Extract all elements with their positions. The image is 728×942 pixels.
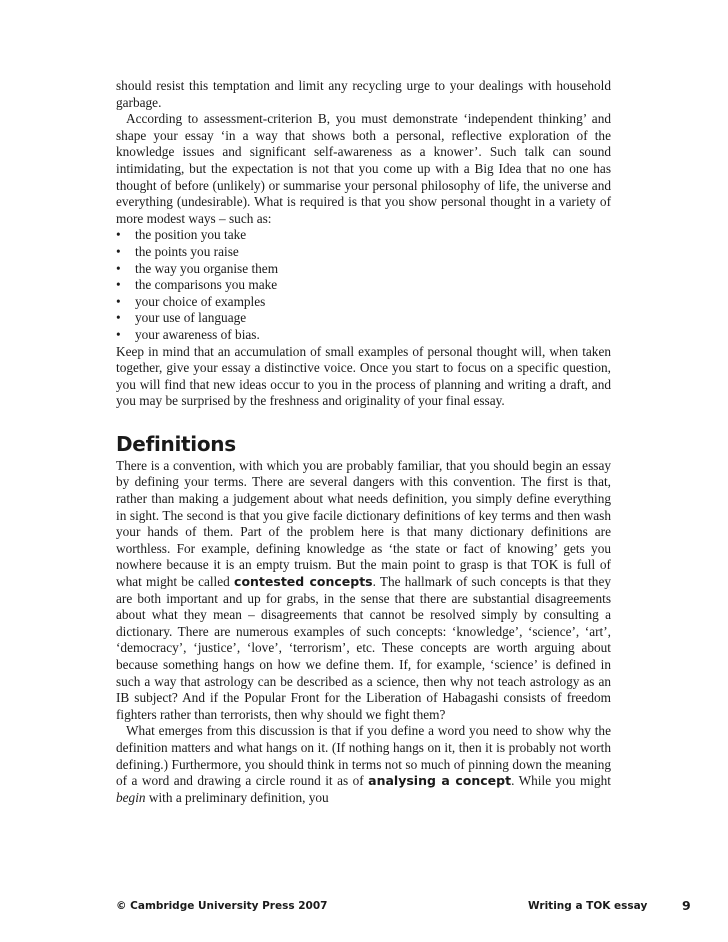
key-term-contested-concepts: contested concepts: [234, 574, 373, 590]
key-term-analysing-a-concept: analysing a concept: [368, 773, 512, 789]
footer-running-title: Writing a TOK essay: [528, 900, 648, 912]
bullet-glyph: •: [116, 326, 121, 342]
paragraph-definitions-convention: There is a convention, with which you are probably familiar, that you should begin an essay by defining your terms. There are several dangers with this convention. The first is that, rather than making a judgement about what needs definition, you simply define everything in sight. The second is that you give facile dictionary definitions of key terms and then wash your hands of them. Part of the problem here is that many dictionary definitions are worthless. For example, defining knowledge as ‘the state or fact of knowing’ gets you nowhere because it is an empty truism. But the main point to grasp is that TOK is full of what might be called contested concepts. The hallmark of such concepts is that they are both important and up for grabs, in the sense that there are substantial disagreements about what they mean – disagreements that cannot be resolved simply by consulting a dictionary. There are numerous examples of such concepts: ‘knowledge’, ‘science’, ‘art’, ‘democracy’, ‘justice’, ‘love’, ‘terrorism’, etc. These concepts are worth arguing about because something hangs on how we define them. If, for example, ‘science’ is defined in such a way that astrology can be described as a science, then why not teach astrology as an IB subject? And if the Popular Front for the Liberation of Habagashi consists of freedom fighters rather than terrorists, then why should we fight them?: [116, 457, 611, 722]
bullet-glyph: •: [116, 277, 121, 293]
footer-copyright: © Cambridge University Press 2007: [116, 900, 328, 912]
paragraph-distinctive-voice: Keep in mind that an accumulation of small examples of personal thought will, when taken together, give your essay a distinctive voice. Once you start to focus on a specific question, you will find that new ideas occur to you in the process of planning and writing a draft, and you may be surprised by the freshness and originality of your final essay.: [116, 343, 611, 409]
paragraph-assessment-criterion: According to assessment-criterion B, you must demonstrate ‘independent thinking’ and shape your essay ‘in a way that shows both a personal, reflective exploration of the knowledge issues and significant self-awareness as a knower’. Such talk can sound intimidating, but the expectation is not that you come up with a Big Idea that no one has thought of before (unlikely) or summarise your personal philosophy of life, the universe and everything (undesirable). What is required is that you show personal thought in a variety of more modest ways – such as:: [116, 111, 611, 226]
bullet-glyph: •: [116, 310, 121, 326]
list-item: • the way you organise them: [116, 260, 279, 276]
list-item: • the comparisons you make: [116, 277, 278, 293]
paragraph-continuation: should resist this temptation and limit any recycling urge to your dealings with household garbage.: [116, 78, 611, 110]
page-footer: [116, 898, 708, 916]
page-number: 9: [682, 898, 691, 913]
section-heading-definitions: Definitions: [116, 431, 236, 456]
list-item: • the points you raise: [116, 243, 239, 259]
bullet-glyph: •: [116, 260, 121, 276]
list-item: • your awareness of bias.: [116, 326, 260, 342]
list-item: • your use of language: [116, 310, 247, 326]
paragraph-analysing-concept: What emerges from this discussion is that if you define a word you need to show why the definition matters and what hangs on it. (If nothing hangs on it, then it is probably not worth defining.) Furthermore, you should think in terms not so much of pinning down the meaning of a word and drawing a circle round it as of analysing a concept. While you might begin with a preliminary definition, you: [116, 723, 611, 805]
bullet-glyph: •: [116, 227, 121, 243]
list-item: • your choice of examples: [116, 293, 266, 309]
emphasis-begin: begin: [116, 789, 146, 805]
bullet-glyph: •: [116, 293, 121, 309]
bullet-glyph: •: [116, 243, 121, 259]
page-body: [116, 78, 611, 806]
bullet-list-personal-thought: [116, 227, 611, 343]
list-item: • the position you take: [116, 227, 247, 243]
